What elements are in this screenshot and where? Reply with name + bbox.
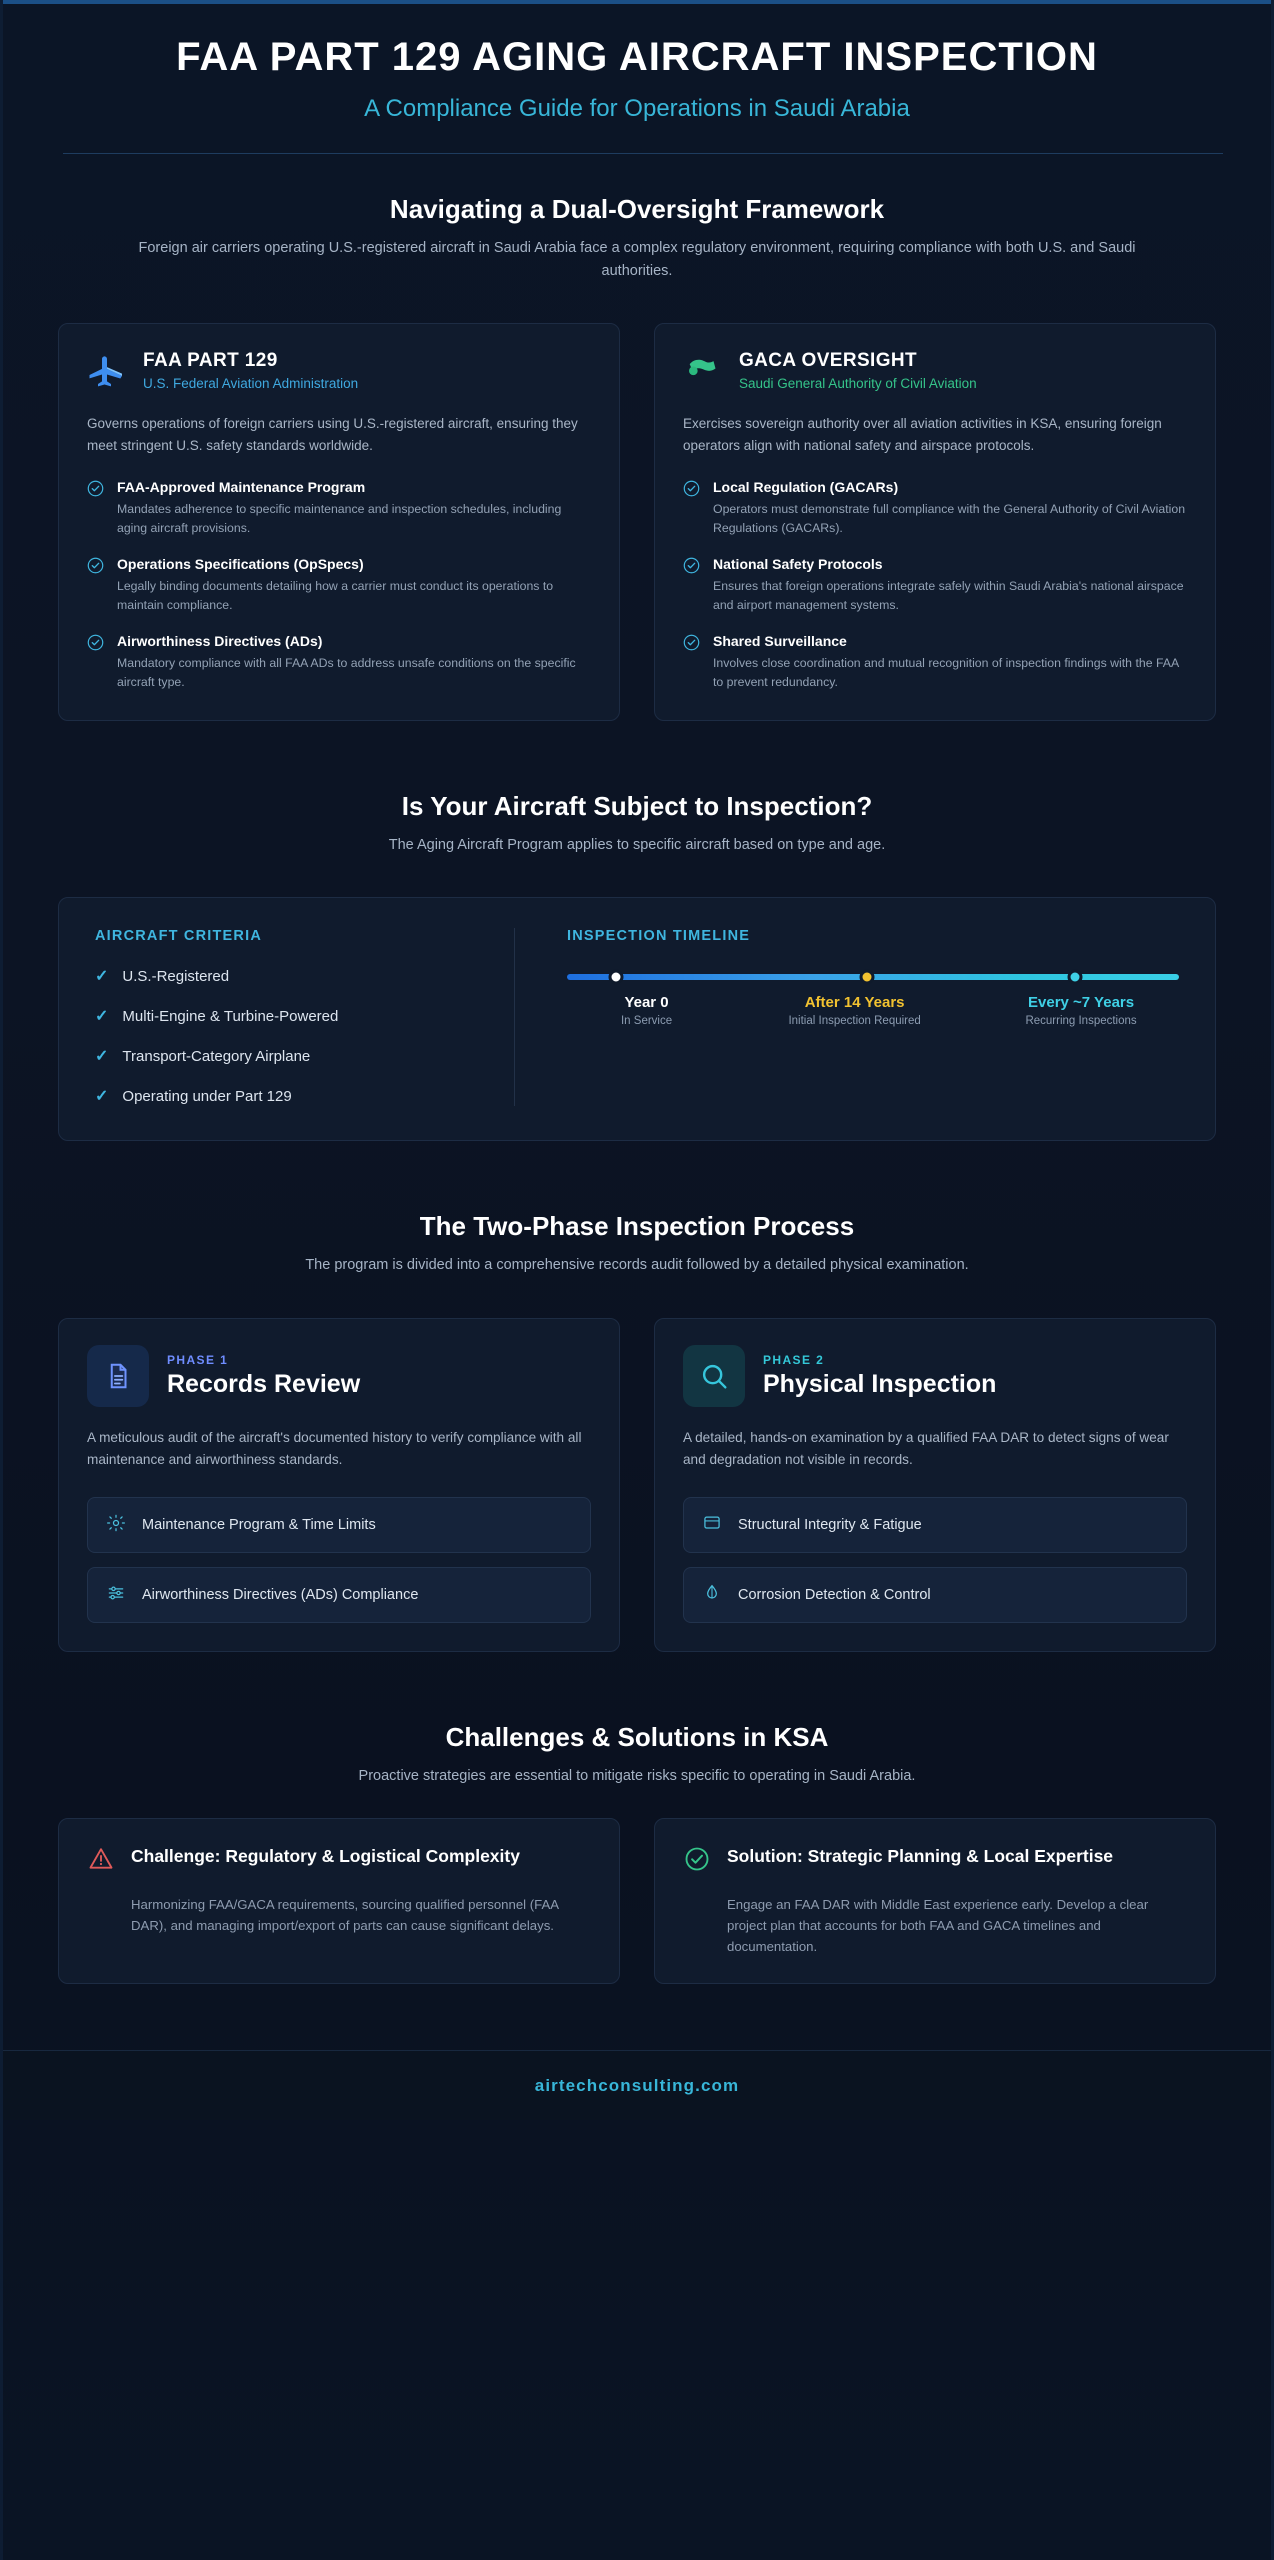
card-solution xyxy=(654,1818,1216,1984)
phase-item-label: Airworthiness Directives (ADs) Compliance xyxy=(142,1586,419,1603)
page-title: FAA PART 129 AGING AIRCRAFT INSPECTION xyxy=(176,35,1098,79)
bullet-item xyxy=(87,479,591,538)
challenges-section-header xyxy=(3,1722,1271,1788)
droplet-icon xyxy=(702,1583,722,1607)
milestone-title: After 14 Years xyxy=(804,994,905,1012)
bullet-item xyxy=(683,556,1187,615)
card-header xyxy=(683,350,1187,395)
criteria-title: AIRCRAFT CRITERIA xyxy=(95,928,263,945)
criteria-item xyxy=(95,1046,494,1066)
phase-title: Records Review xyxy=(167,1369,361,1398)
page-subtitle: A Compliance Guide for Operations in Saudi Arabia xyxy=(364,94,910,122)
check-circle-icon xyxy=(87,634,104,651)
bullet-title: Local Regulation (GACARs) xyxy=(713,478,899,495)
subject-intro: The Aging Aircraft Program applies to specific aircraft based on type and age. xyxy=(388,837,886,854)
bullet-item xyxy=(87,556,591,615)
check-icon: ✓ xyxy=(95,1008,109,1026)
bullet-text xyxy=(713,556,1187,615)
criteria-label: Operating under Part 129 xyxy=(122,1087,292,1105)
warning-icon xyxy=(87,1845,115,1878)
gear-icon xyxy=(106,1513,126,1537)
framework-section-header xyxy=(3,194,1271,283)
card-header xyxy=(87,350,591,395)
phase-item-label: Corrosion Detection & Control xyxy=(738,1586,931,1603)
milestone-detail: Recurring Inspections xyxy=(1025,1015,1137,1028)
solution-text: Engage an FAA DAR with Middle East experience early. Develop a clear project plan that accounts for both FAA and GACA timelines and documentation. xyxy=(727,1896,1149,1955)
check-circle-icon xyxy=(87,557,104,574)
timeline-milestone xyxy=(726,994,983,1027)
card-phase-2 xyxy=(654,1318,1216,1652)
process-section-header xyxy=(3,1211,1271,1277)
map-pin-icon xyxy=(683,350,723,395)
card-title: FAA PART 129 xyxy=(143,350,278,372)
bullet-title: Operations Specifications (OpSpecs) xyxy=(117,555,364,572)
process-intro: The program is divided into a comprehensive records audit followed by a detailed physical examination. xyxy=(305,1257,969,1274)
phase-titles xyxy=(763,1353,996,1399)
challenges-heading: Challenges & Solutions in KSA xyxy=(445,1721,829,1752)
card-subtitle: Saudi General Authority of Civil Aviation xyxy=(739,376,977,392)
bullet-text xyxy=(713,633,1187,692)
phase-kicker: PHASE 1 xyxy=(167,1352,229,1367)
criteria-item xyxy=(95,966,494,986)
criteria-item xyxy=(95,1006,494,1026)
timeline-bar xyxy=(567,974,1179,980)
framework-cards xyxy=(3,323,1271,721)
card-bullets xyxy=(87,479,591,692)
bullet-desc: Mandatory compliance with all FAA ADs to address unsafe conditions on the specific aircraft type. xyxy=(117,656,576,690)
timeline-column xyxy=(551,928,1179,1106)
timeline-dot-recurring xyxy=(1067,970,1082,985)
card-gaca-oversight xyxy=(654,323,1216,721)
check-circle-icon xyxy=(683,1845,711,1878)
card-title: GACA OVERSIGHT xyxy=(739,350,918,372)
card-titles xyxy=(143,350,358,391)
bullet-desc: Ensures that foreign operations integrate safely within Saudi Arabia's national airspace and airport management systems. xyxy=(713,578,1184,613)
bullet-title: National Safety Protocols xyxy=(713,555,883,572)
timeline-labels xyxy=(567,994,1179,1027)
airplane-icon xyxy=(87,350,127,395)
phase-items xyxy=(683,1497,1187,1623)
card-titles xyxy=(739,350,977,391)
card-subtitle: U.S. Federal Aviation Administration xyxy=(143,376,359,392)
bullet-title: Airworthiness Directives (ADs) xyxy=(117,633,323,650)
criteria-item xyxy=(95,1086,494,1106)
phase-cards xyxy=(3,1318,1271,1652)
challenge-header xyxy=(87,1845,591,1878)
phase-item[interactable] xyxy=(683,1567,1187,1623)
subject-heading: Is Your Aircraft Subject to Inspection? xyxy=(401,791,873,822)
criteria-label: Multi-Engine & Turbine-Powered xyxy=(122,1007,339,1025)
phase-header xyxy=(683,1345,1187,1407)
footer-site-link[interactable]: airtechconsulting.com xyxy=(534,2075,740,2095)
footer xyxy=(3,2050,1271,2120)
panel-icon xyxy=(702,1513,722,1537)
process-heading: The Two-Phase Inspection Process xyxy=(419,1211,855,1242)
bullet-desc: Mandates adherence to specific maintenance and inspection schedules, including aging aircraft provisions. xyxy=(117,501,562,535)
timeline-milestone xyxy=(983,994,1179,1027)
milestone-title: Year 0 xyxy=(624,994,669,1012)
bullet-text xyxy=(713,479,1187,538)
phase-title: Physical Inspection xyxy=(763,1369,997,1398)
timeline-dot-14years xyxy=(859,970,874,985)
milestone-detail: Initial Inspection Required xyxy=(788,1015,921,1028)
bullet-title: Shared Surveillance xyxy=(713,633,847,650)
bullet-text xyxy=(117,479,591,538)
phase-description: A meticulous audit of the aircraft's documented history to verify compliance with all maintenance and airworthiness standards. xyxy=(87,1429,582,1467)
framework-intro: Foreign air carriers operating U.S.-registered aircraft in Saudi Arabia face a complex regulatory environment, requiring compliance with both U.S. and Saudi authorities. xyxy=(138,239,1136,279)
phase-item-label: Structural Integrity & Fatigue xyxy=(738,1516,922,1533)
framework-heading: Navigating a Dual-Oversight Framework xyxy=(389,193,885,224)
challenge-title: Challenge: Regulatory & Logistical Complexity xyxy=(131,1845,520,1866)
phase-item[interactable] xyxy=(87,1497,591,1553)
bullet-item xyxy=(683,633,1187,692)
phase-item-label: Maintenance Program & Time Limits xyxy=(142,1516,376,1533)
challenge-solution-cards xyxy=(3,1818,1271,1984)
bullet-desc: Operators must demonstrate full compliance with the General Authority of Civil Aviation Regulations (GACARs). xyxy=(713,501,1186,535)
phase-items xyxy=(87,1497,591,1623)
criteria-column xyxy=(95,928,515,1106)
criteria-list xyxy=(95,966,494,1106)
magnifier-icon xyxy=(683,1345,745,1407)
phase-description: A detailed, hands-on examination by a qualified FAA DAR to detect signs of wear and degradation not visible in records. xyxy=(683,1429,1169,1467)
challenge-text: Harmonizing FAA/GACA requirements, sourcing qualified personnel (FAA DAR), and managing import/export of parts can cause significant delays. xyxy=(131,1896,559,1933)
bullet-text xyxy=(117,556,591,615)
check-icon: ✓ xyxy=(95,1048,109,1066)
card-bullets xyxy=(683,479,1187,692)
solution-header xyxy=(683,1845,1187,1878)
card-description: Governs operations of foreign carriers using U.S.-registered aircraft, ensuring they meet stringent U.S. safety standards worldwide. xyxy=(87,416,578,454)
bullet-item xyxy=(683,479,1187,538)
timeline-milestone xyxy=(567,994,726,1027)
hero-section xyxy=(3,4,1271,154)
check-circle-icon xyxy=(683,634,700,651)
bullet-text xyxy=(117,633,591,692)
sliders-icon xyxy=(106,1583,126,1607)
card-faa-part-129 xyxy=(58,323,620,721)
document-icon xyxy=(87,1345,149,1407)
milestone-title: Every ~7 Years xyxy=(1028,994,1135,1012)
phase-item[interactable] xyxy=(683,1497,1187,1553)
criteria-label: Transport-Category Airplane xyxy=(122,1047,311,1065)
check-circle-icon xyxy=(87,480,104,497)
phase-kicker: PHASE 2 xyxy=(763,1352,825,1367)
phase-item[interactable] xyxy=(87,1567,591,1623)
milestone-detail: In Service xyxy=(620,1015,673,1028)
card-description: Exercises sovereign authority over all aviation activities in KSA, ensuring foreign operators align with national safety and airspace protocols. xyxy=(683,416,1162,454)
card-challenge xyxy=(58,1818,620,1984)
subject-section-header xyxy=(3,791,1271,857)
criteria-label: U.S.-Registered xyxy=(122,967,230,985)
check-circle-icon xyxy=(683,480,700,497)
phase-header xyxy=(87,1345,591,1407)
check-circle-icon xyxy=(683,557,700,574)
aircraft-criteria-panel xyxy=(58,897,1216,1141)
check-icon: ✓ xyxy=(95,968,109,986)
bullet-desc: Involves close coordination and mutual recognition of inspection findings with the FAA to prevent redundancy. xyxy=(713,656,1179,690)
timeline-title: INSPECTION TIMELINE xyxy=(567,928,751,945)
phase-titles xyxy=(167,1353,360,1399)
timeline-dot-year0 xyxy=(608,970,623,985)
challenges-intro: Proactive strategies are essential to mitigate risks specific to operating in Saudi Arabia. xyxy=(358,1767,916,1784)
bullet-item xyxy=(87,633,591,692)
check-icon: ✓ xyxy=(95,1088,109,1106)
card-phase-1 xyxy=(58,1318,620,1652)
bullet-desc: Legally binding documents detailing how a carrier must conduct its operations to maintain compliance. xyxy=(117,578,554,613)
bullet-title: FAA-Approved Maintenance Program xyxy=(117,478,366,495)
solution-title: Solution: Strategic Planning & Local Expertise xyxy=(727,1845,1114,1866)
inspection-timeline xyxy=(567,974,1179,1027)
